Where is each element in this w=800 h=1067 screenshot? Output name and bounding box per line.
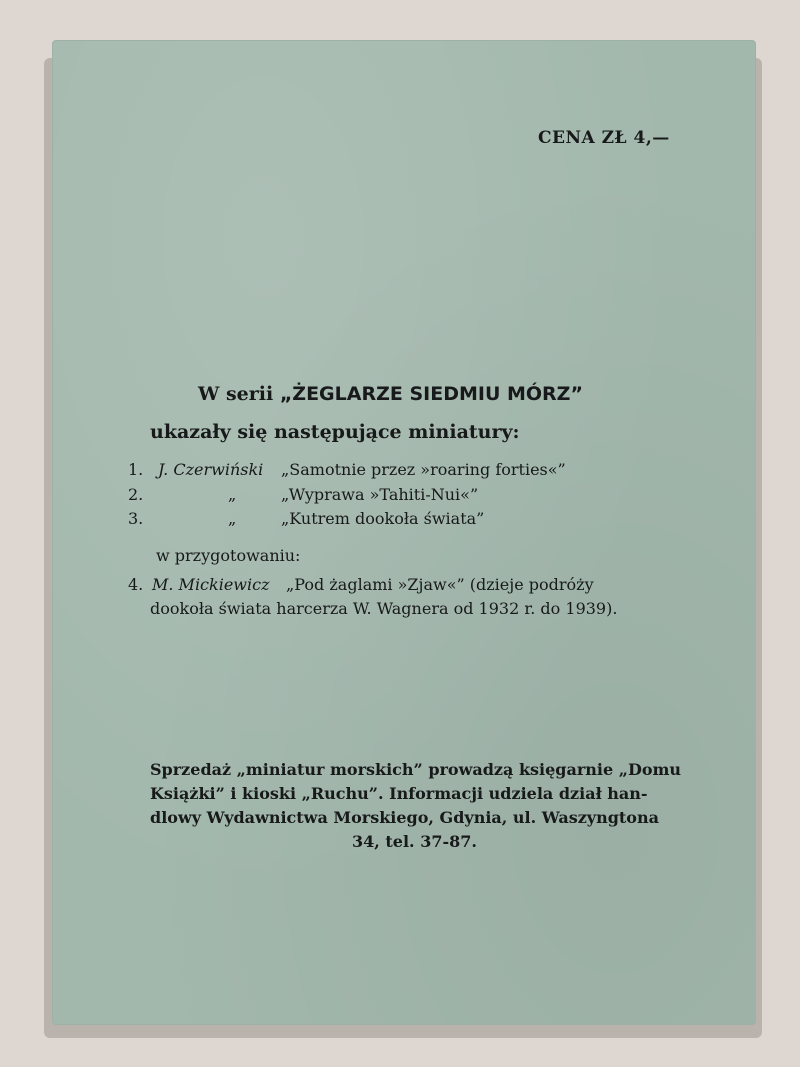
item-author: J. Czerwiński [158,460,264,479]
item-title: „Wyprawa »Tahiti-Nui«” [281,485,479,504]
item-title: „Kutrem dookoła świata” [281,509,485,528]
footer-line: Sprzedaż „miniatur morskich” prowadzą księgarnie „Domu [150,760,682,779]
list-item-upcoming [128,575,594,594]
footer-line: Książki” i kioski „Ruchu”. Informacji udziela dział han- [150,784,648,803]
footer-line: dlowy Wydawnictwa Morskiego, Gdynia, ul. Waszyngtona [150,808,659,827]
series-intro: W serii [198,383,280,405]
in-preparation-label: w przygotowaniu: [156,546,301,565]
list-item [128,460,566,479]
list-item [128,485,479,504]
item-author: M. Mickiewicz [152,575,270,594]
series-subtitle: ukazały się następujące miniatury: [150,421,520,443]
item-author: „ [228,485,237,504]
book-back-cover [52,40,756,1025]
item-title: „Pod żaglami »Zjaw«” (dzieje podróży [286,575,594,594]
item-description: dookoła świata harcerza W. Wagnera od 1932 r. do 1939). [150,599,618,618]
series-title: „ŻEGLARZE SIEDMIU MÓRZ” [279,383,583,405]
item-number: 1. [128,460,144,479]
series-heading [198,383,583,405]
item-number: 3. [128,509,144,528]
item-number: 2. [128,485,144,504]
list-item [128,509,485,528]
item-number: 4. [128,575,144,594]
item-title: „Samotnie przez »roaring forties«” [281,460,566,479]
item-author: „ [228,509,237,528]
footer-line: 34, tel. 37-87. [352,832,477,851]
price-label: CENA ZŁ 4,— [538,128,670,148]
